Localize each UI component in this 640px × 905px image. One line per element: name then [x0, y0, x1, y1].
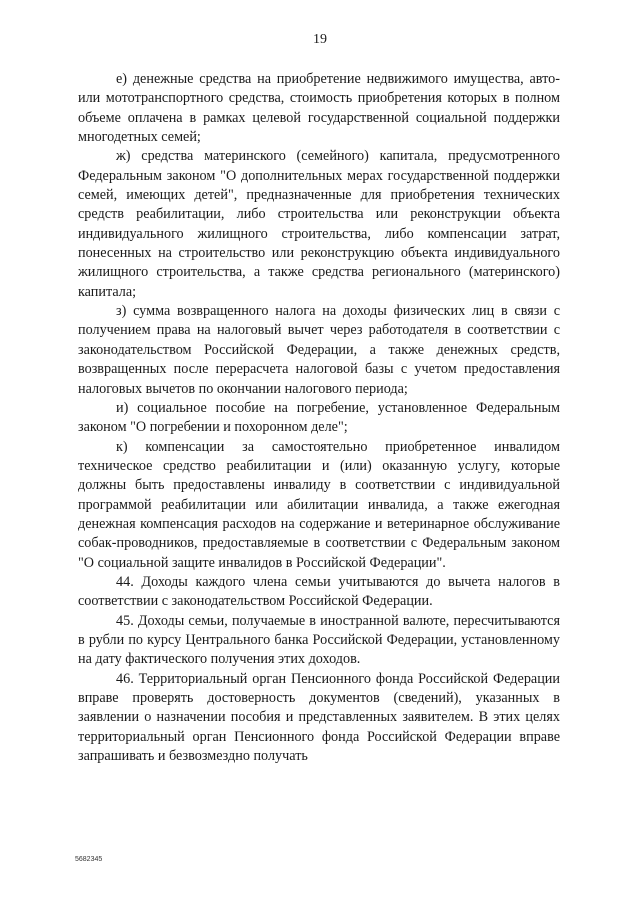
document-body [78, 70, 560, 766]
paragraph-item-k: к) компенсации за самостоятельно приобретенное инвалидом техническое средство реабилитации и (или) оказанную услугу, которые должны быть предоставлены инвалиду в соответствии с индивидуальной программой реабилитации или абилитации инвалида, а также ежегодная денежная компенсация расходов на содержание и ветеринарное обслуживание собак-проводников, предоставляемые в соответствии с Федеральным законом "О социальной защите инвалидов в Российской Федерации". [78, 438, 560, 571]
paragraph-46: 46. Территориальный орган Пенсионного фонда Российской Федерации вправе проверять достоверность документов (сведений), указанных в заявлении о назначении пособия и представленных заявителем. В этих целях территориальный орган Пенсионного фонда Российской Федерации вправе запрашивать и безвозмездно получать [78, 670, 560, 765]
paragraph-item-z: з) сумма возвращенного налога на доходы физических лиц в связи с получением права на налоговый вычет через работодателя в соответствии с законодательством Российской Федерации, а также денежных средств, возвращенных после перерасчета налоговой базы с учетом предоставления налоговых вычетов по окончании налогового периода; [78, 303, 560, 397]
paragraph-45: 45. Доходы семьи, получаемые в иностранной валюте, пересчитываются в рубли по курсу Центрального банка Российской Федерации, установленному на дату фактического получения этих доходов. [78, 612, 560, 668]
document-code: 5682345 [75, 856, 103, 863]
page-number: 19 [313, 32, 327, 47]
paragraph-item-e: е) денежные средства на приобретение недвижимого имущества, авто- или мототранспортного средства, стоимость приобретения которых в полном объеме оплачена в рамках целевой государственной социальной поддержки многодетных семей; [78, 71, 560, 146]
paragraph-44: 44. Доходы каждого члена семьи учитываются до вычета налогов в соответствии с законодательством Российской Федерации. [78, 573, 560, 610]
paragraph-item-zh: ж) средства материнского (семейного) капитала, предусмотренного Федеральным законом "О дополнительных мерах государственной поддержки семей, имеющих детей", предназначенные для приобретения технических средств реабилитации, либо строительства или реконструкции объекта индивидуального жилищного строительства, либо компенсации затрат, понесенных на строительство или реконструкцию объекта индивидуального жилищного строительства, а также средства регионального (материнского) капитала; [78, 148, 560, 300]
paragraph-item-i: и) социальное пособие на погребение, установленное Федеральным законом "О погребении и похоронном деле"; [78, 399, 560, 436]
